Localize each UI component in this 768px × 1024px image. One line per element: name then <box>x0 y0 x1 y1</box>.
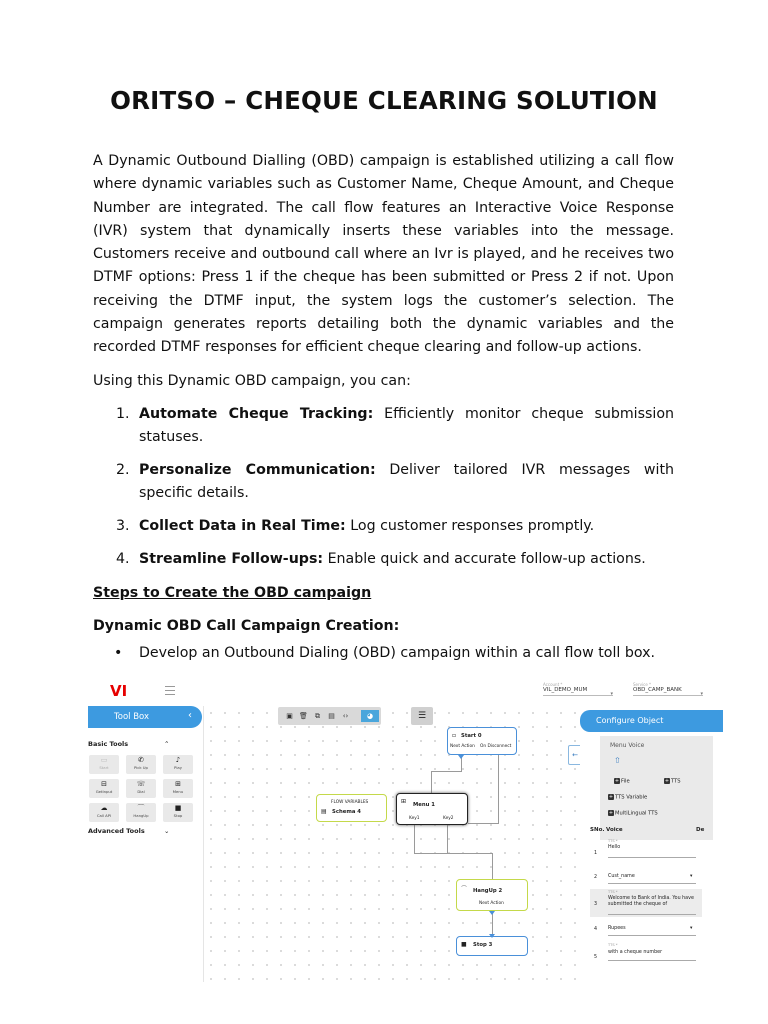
plus-icon: + <box>614 778 620 784</box>
list-item-label: Streamline Follow-ups: <box>139 551 324 567</box>
canvas-toolbar <box>278 707 381 725</box>
tool-label: Stop <box>173 813 183 818</box>
voice-select[interactable]: Rupees <box>608 926 696 936</box>
plus-icon: + <box>608 810 614 816</box>
row-number: 2 <box>594 875 598 880</box>
chevron-up-icon: ⌃ <box>164 740 170 748</box>
table-icon: ▤ <box>321 808 327 815</box>
cloud-icon: ☁ <box>100 804 108 812</box>
node-output: Key2 <box>443 816 454 821</box>
list-item-text: Deliver tailored IVR messages with specific details. <box>139 462 674 501</box>
node-title: Stop 3 <box>473 942 493 948</box>
account-value: VIL_DEMO_MUM <box>543 687 613 696</box>
menu-tree-icon: ⊞ <box>175 780 181 788</box>
tool-label: GetInput <box>95 789 113 794</box>
node-output: Next Action <box>479 901 504 906</box>
callflow-screenshot <box>88 673 723 982</box>
vi-logo: VI <box>110 682 128 700</box>
row-number: 1 <box>594 851 598 856</box>
tool-label: Call API <box>96 813 112 818</box>
service-select[interactable] <box>633 682 703 696</box>
field-tag: TTS * <box>608 943 618 947</box>
save-icon[interactable]: ▣ <box>286 712 293 720</box>
start-node-icon: ▫ <box>452 732 457 739</box>
list-item-label: Automate Cheque Tracking: <box>139 406 374 422</box>
configure-object-panel <box>580 706 723 982</box>
node-title: HangUp 2 <box>473 888 503 894</box>
chevron-down-icon: ▾ <box>690 926 693 931</box>
advanced-tools-section[interactable] <box>88 827 170 835</box>
connector-icon <box>489 934 495 938</box>
service-label: Service * <box>633 682 652 687</box>
code-icon[interactable]: ‹› <box>342 712 349 720</box>
list-item <box>93 403 674 449</box>
stop-icon: ■ <box>174 804 182 812</box>
arrow-left-icon[interactable]: ← <box>568 745 582 765</box>
section-label: Basic Tools <box>88 740 129 748</box>
voice-input[interactable]: Welcome to Bank of India. You have submitted the cheque of <box>608 896 696 915</box>
connector-icon <box>489 911 495 915</box>
copy-icon[interactable]: ⧉ <box>315 712 320 720</box>
bullet-text: Develop an Outbound Dialing (OBD) campaign within a call flow toll box. <box>139 645 655 661</box>
option-label: File <box>621 778 630 785</box>
account-label: Account * <box>543 682 563 687</box>
field-tag: TTS * <box>608 890 618 894</box>
option-label: TTS <box>671 778 681 785</box>
chevron-left-icon[interactable]: ‹ <box>188 710 192 721</box>
plus-icon: + <box>664 778 670 784</box>
tool-label: Start <box>99 765 109 770</box>
toolbox-header <box>88 706 202 728</box>
tool-stop[interactable] <box>163 803 193 822</box>
paste-icon[interactable]: ▤ <box>328 712 335 720</box>
node-stop[interactable] <box>456 936 528 956</box>
node-flow-variables[interactable] <box>316 794 387 822</box>
dial-icon: ☏ <box>136 780 146 788</box>
node-output: Key1 <box>409 816 420 821</box>
option-label: MultiLingual TTS <box>615 810 658 817</box>
tool-start[interactable] <box>89 755 119 774</box>
column-header: SNo. <box>590 827 605 833</box>
list-number: 3. <box>116 518 130 534</box>
field-tag: TTS * <box>608 839 618 843</box>
config-header <box>580 710 723 732</box>
tool-menu[interactable] <box>163 779 193 798</box>
option-label: TTS Variable <box>615 794 648 801</box>
hangup-icon: ⌒ <box>461 886 468 893</box>
chevron-down-icon: ⌄ <box>164 827 170 835</box>
music-icon: ♪ <box>175 756 181 764</box>
tool-label: Play <box>174 765 182 770</box>
list-item-text: Efficiently monitor cheque submission statuses. <box>139 406 674 445</box>
table-row[interactable] <box>590 889 702 917</box>
list-item <box>93 515 674 538</box>
table-row[interactable] <box>590 942 702 968</box>
tool-label: HangUp <box>133 813 149 818</box>
menu-voice-label: Menu Voice <box>610 742 645 749</box>
list-item-text: Log customer responses promptly. <box>345 518 595 534</box>
list-number: 1. <box>116 406 130 422</box>
intro-paragraph: A Dynamic Outbound Dialling (OBD) campaign is established utilizing a call flow where dynamic variables such as Customer Name, Cheque Amount, and Cheque Number are integrated. The call flow features an Interactive Voice Response (IVR) system that dynamically inserts these variables into the message. Customers receive and outbound call where an Ivr is played, and he receives two DTMF options: Press 1 if the cheque has been submitted or Press 2 if not. Upon receiving the DTMF input, the system logs the customer’s selection. The campaign generates reports detailing both the dynamic variables and the recorded DTMF responses for efficient cheque clearing and follow-up actions. <box>93 153 674 356</box>
benefits-list <box>93 403 674 571</box>
table-row[interactable] <box>590 922 702 938</box>
row-number: 5 <box>594 955 598 960</box>
add-multilingual-tts-button[interactable] <box>608 810 658 817</box>
phone-icon: ✆ <box>138 756 144 764</box>
column-header: Voice <box>606 827 623 833</box>
input-icon: ⊟ <box>101 780 107 788</box>
tool-pickup[interactable] <box>126 755 156 774</box>
menu-tree-icon: ⊞ <box>401 798 407 805</box>
connector-icon <box>458 755 464 759</box>
tool-callapi[interactable] <box>89 803 119 822</box>
add-tts-button[interactable] <box>664 778 681 785</box>
row-number: 4 <box>594 927 598 932</box>
voice-table-header <box>590 827 705 833</box>
list-number: 4. <box>116 551 130 567</box>
tool-label: Dial <box>137 789 145 794</box>
toolbox-panel <box>88 706 204 982</box>
list-item-label: Collect Data in Real Time: <box>139 518 346 534</box>
hangup-icon: ⌒ <box>137 804 145 812</box>
lead-in: Using this Dynamic OBD campaign, you can: <box>93 373 411 389</box>
basic-tools-section[interactable] <box>88 740 170 748</box>
voice-select[interactable]: Cust_name <box>608 874 696 884</box>
node-title: Start 0 <box>461 733 482 739</box>
list-item-text: Enable quick and accurate follow-up actions. <box>323 551 646 567</box>
node-subtitle: Schema 4 <box>332 809 361 815</box>
config-title: Configure Object <box>596 716 664 725</box>
steps-heading: Steps to Create the OBD campaign <box>93 585 372 601</box>
service-value: OBD_CAMP_BANK <box>633 687 703 696</box>
column-header: De <box>696 827 705 833</box>
table-row[interactable] <box>590 870 702 886</box>
node-title: FLOW VARIABLES <box>331 800 369 805</box>
tool-getinput[interactable] <box>89 779 119 798</box>
node-output: Next Action <box>450 744 475 749</box>
list-icon[interactable]: ☰ <box>411 707 433 725</box>
tool-label: Pick Up <box>134 765 148 770</box>
voice-input[interactable]: Hello <box>608 845 696 858</box>
toolbox-title: Tool Box <box>114 712 150 722</box>
delete-icon[interactable]: 🗑 <box>299 712 308 720</box>
node-start[interactable] <box>447 727 517 755</box>
list-item <box>93 548 674 571</box>
account-select[interactable] <box>543 682 613 696</box>
upload-icon[interactable]: ⇧ <box>614 756 621 765</box>
tool-dial[interactable] <box>126 779 156 798</box>
node-hangup[interactable] <box>456 879 528 911</box>
start-icon: ▭ <box>100 756 108 764</box>
chevron-down-icon: ▾ <box>610 691 613 697</box>
node-output: On Disconnect <box>480 744 512 749</box>
add-file-button[interactable] <box>614 778 630 785</box>
list-item <box>93 459 674 505</box>
palette-icon[interactable]: ◕ <box>361 710 379 722</box>
creation-heading: Dynamic OBD Call Campaign Creation: <box>93 618 400 634</box>
node-menu[interactable] <box>396 793 468 825</box>
list-number: 2. <box>116 462 130 478</box>
tool-play[interactable] <box>163 755 193 774</box>
section-label: Advanced Tools <box>88 827 145 835</box>
add-tts-variable-button[interactable] <box>608 794 647 801</box>
bullet-dot-icon: • <box>114 645 123 661</box>
app-topbar <box>88 673 723 705</box>
menu-voice-box <box>600 736 713 840</box>
plus-icon: + <box>608 794 614 800</box>
voice-input[interactable]: with a cheque number <box>608 950 696 961</box>
row-number: 3 <box>594 902 598 907</box>
chevron-down-icon: ▾ <box>690 874 693 879</box>
list-item-label: Personalize Communication: <box>139 462 376 478</box>
page-title: ORITSO – CHEQUE CLEARING SOLUTION <box>110 86 658 115</box>
tool-label: Menu <box>172 789 184 794</box>
tool-hangup[interactable] <box>126 803 156 822</box>
chevron-down-icon: ▾ <box>700 691 703 697</box>
table-row[interactable] <box>590 838 702 864</box>
stop-icon: ■ <box>461 941 467 948</box>
node-title: Menu 1 <box>413 802 435 808</box>
menu-icon[interactable] <box>165 686 175 698</box>
